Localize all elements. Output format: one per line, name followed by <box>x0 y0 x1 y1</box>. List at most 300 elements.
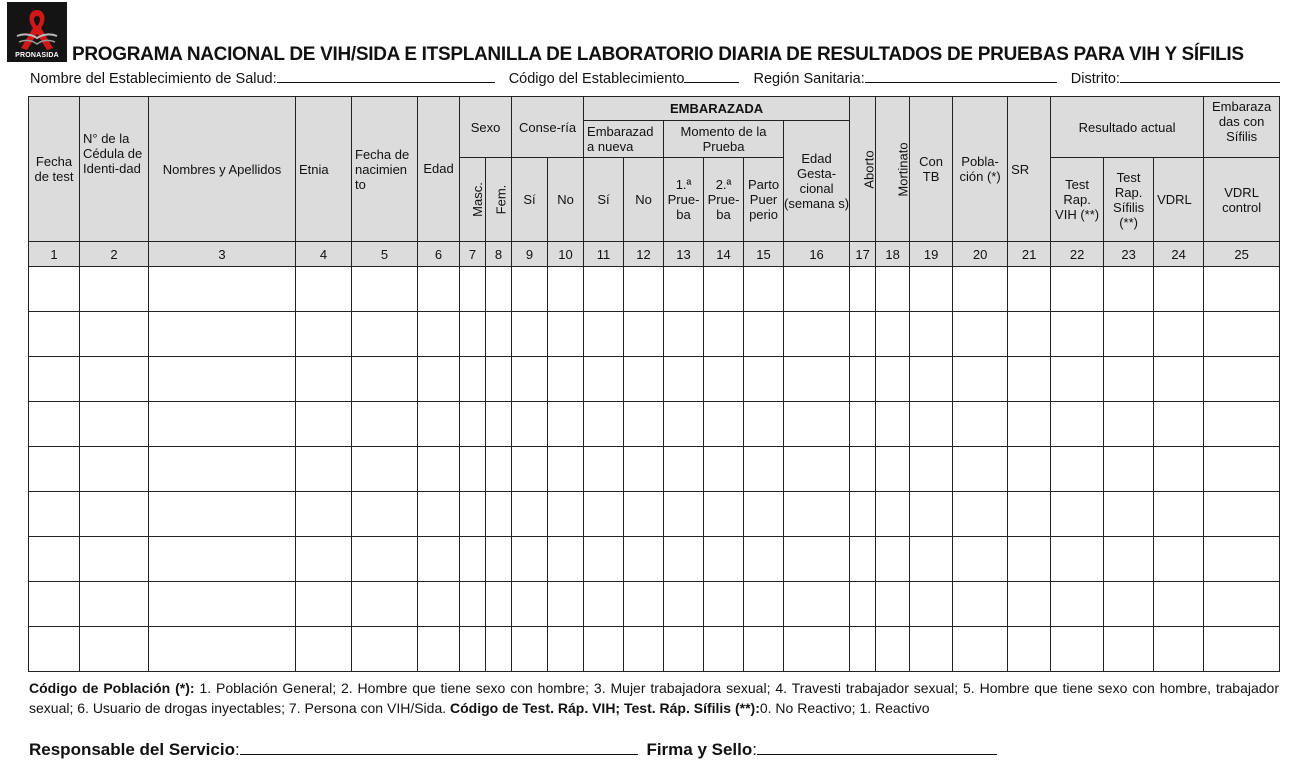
header-masc <box>460 158 486 242</box>
column-number: 11 <box>584 242 624 267</box>
table-cell[interactable] <box>1051 447 1104 492</box>
table-cell[interactable] <box>784 447 850 492</box>
table-row <box>29 537 1280 582</box>
table-cell[interactable] <box>910 357 953 402</box>
table-cell[interactable] <box>460 267 486 312</box>
table-cell[interactable] <box>1104 267 1154 312</box>
table-cell[interactable] <box>149 312 296 357</box>
header-consejeria-si: Sí <box>512 158 548 242</box>
table-cell[interactable] <box>1051 492 1104 537</box>
table-cell[interactable] <box>624 447 664 492</box>
table-cell[interactable] <box>664 627 704 672</box>
table-cell[interactable] <box>1008 267 1051 312</box>
table-cell[interactable] <box>953 582 1008 627</box>
table-cell[interactable] <box>744 627 784 672</box>
table-cell[interactable] <box>1154 357 1204 402</box>
table-cell[interactable] <box>784 492 850 537</box>
table-cell[interactable] <box>704 267 744 312</box>
table-cell[interactable] <box>784 312 850 357</box>
table-cell[interactable] <box>418 312 460 357</box>
table-cell[interactable] <box>584 402 624 447</box>
table-cell[interactable] <box>744 402 784 447</box>
header-prueba-2-num: 2.ª <box>715 177 732 192</box>
table-cell[interactable] <box>80 312 149 357</box>
table-cell[interactable] <box>80 402 149 447</box>
table-cell[interactable] <box>486 312 512 357</box>
table-cell[interactable] <box>486 492 512 537</box>
header-mortinato-text: Mortinato <box>895 141 911 197</box>
table-cell[interactable] <box>953 312 1008 357</box>
table-cell[interactable] <box>460 492 486 537</box>
header-cedula: N° de la Cédula de Identi-dad <box>80 97 149 242</box>
table-cell[interactable] <box>418 357 460 402</box>
table-cell[interactable] <box>512 312 548 357</box>
header-embarazadas-sifilis <box>1204 97 1280 158</box>
footnote-test-text: 0. No Reactivo; 1. Reactivo <box>759 700 930 716</box>
table-cell[interactable] <box>486 582 512 627</box>
column-number: 18 <box>876 242 910 267</box>
table-cell[interactable] <box>1204 492 1280 537</box>
table-cell[interactable] <box>584 537 624 582</box>
table-cell[interactable] <box>784 357 850 402</box>
header-consejeria-no: No <box>548 158 584 242</box>
table-cell[interactable] <box>1051 312 1104 357</box>
header-fem <box>486 158 512 242</box>
table-cell[interactable] <box>296 402 352 447</box>
header-parto-puerperio: Parto Puer perio <box>744 158 784 242</box>
table-cell[interactable] <box>1008 627 1051 672</box>
codigo-field[interactable] <box>684 68 739 83</box>
table-cell[interactable] <box>704 537 744 582</box>
header-aborto <box>850 97 876 242</box>
table-cell[interactable] <box>460 312 486 357</box>
table-cell[interactable] <box>953 357 1008 402</box>
column-number: 6 <box>418 242 460 267</box>
table-cell[interactable] <box>460 357 486 402</box>
footnote-test-label: Código de Test. Ráp. VIH; Test. Ráp. Sífilis (**): <box>450 700 760 716</box>
table-cell[interactable] <box>744 492 784 537</box>
table-cell[interactable] <box>149 582 296 627</box>
table-cell[interactable] <box>418 402 460 447</box>
table-cell[interactable] <box>584 627 624 672</box>
table-cell[interactable] <box>664 267 704 312</box>
table-cell[interactable] <box>486 267 512 312</box>
table-cell[interactable] <box>512 357 548 402</box>
table-cell[interactable] <box>80 267 149 312</box>
table-cell[interactable] <box>1204 402 1280 447</box>
table-cell[interactable] <box>584 267 624 312</box>
table-cell[interactable] <box>149 357 296 402</box>
table-cell[interactable] <box>548 627 584 672</box>
table-cell[interactable] <box>1051 582 1104 627</box>
table-cell[interactable] <box>584 492 624 537</box>
page-title: PROGRAMA NACIONAL DE VIH/SIDA E ITSPLANILLA DE LABORATORIO DIARIA DE RESULTADOS DE PRUEBAS PARA VIH Y SÍFILIS <box>72 44 1244 65</box>
table-cell[interactable] <box>418 582 460 627</box>
table-cell[interactable] <box>624 312 664 357</box>
table-cell[interactable] <box>149 627 296 672</box>
table-cell[interactable] <box>1204 537 1280 582</box>
table-cell[interactable] <box>850 402 876 447</box>
table-cell[interactable] <box>149 267 296 312</box>
table-cell[interactable] <box>29 627 80 672</box>
table-cell[interactable] <box>953 402 1008 447</box>
table-cell[interactable] <box>850 537 876 582</box>
table-cell[interactable] <box>460 627 486 672</box>
table-cell[interactable] <box>512 447 548 492</box>
table-cell[interactable] <box>1154 447 1204 492</box>
table-cell[interactable] <box>876 492 910 537</box>
table-cell[interactable] <box>486 357 512 402</box>
header-embarazada: EMBARAZADA <box>584 97 850 121</box>
table-cell[interactable] <box>910 402 953 447</box>
table-cell[interactable] <box>512 402 548 447</box>
table-cell[interactable] <box>953 537 1008 582</box>
column-number: 8 <box>486 242 512 267</box>
table-cell[interactable] <box>1051 267 1104 312</box>
table-cell[interactable] <box>744 267 784 312</box>
table-row <box>29 492 1280 537</box>
table-cell[interactable] <box>584 582 624 627</box>
table-cell[interactable] <box>296 357 352 402</box>
column-number: 9 <box>512 242 548 267</box>
table-cell[interactable] <box>1051 402 1104 447</box>
table-cell[interactable] <box>704 312 744 357</box>
table-cell[interactable] <box>80 492 149 537</box>
table-cell[interactable] <box>1008 312 1051 357</box>
table-cell[interactable] <box>486 402 512 447</box>
column-number: 17 <box>850 242 876 267</box>
table-row <box>29 627 1280 672</box>
table-cell[interactable] <box>29 402 80 447</box>
table-cell[interactable] <box>1154 492 1204 537</box>
table-cell[interactable] <box>624 402 664 447</box>
footnote <box>29 678 1279 718</box>
table-cell[interactable] <box>664 312 704 357</box>
table-cell[interactable] <box>624 492 664 537</box>
table-cell[interactable] <box>624 582 664 627</box>
table-cell[interactable] <box>486 447 512 492</box>
header-emb-nueva-si: Sí <box>584 158 624 242</box>
table-cell[interactable] <box>1008 402 1051 447</box>
table-row <box>29 447 1280 492</box>
table-cell[interactable] <box>784 582 850 627</box>
table-cell[interactable] <box>624 267 664 312</box>
table-cell[interactable] <box>548 447 584 492</box>
table-cell[interactable] <box>486 537 512 582</box>
table-cell[interactable] <box>1051 537 1104 582</box>
header-prueba-2-label: Prue-ba <box>707 192 740 222</box>
table-cell[interactable] <box>460 447 486 492</box>
table-cell[interactable] <box>876 537 910 582</box>
table-row <box>29 582 1280 627</box>
header-prueba-2 <box>704 158 744 242</box>
table-cell[interactable] <box>352 267 418 312</box>
table-cell[interactable] <box>850 627 876 672</box>
table-cell[interactable] <box>460 402 486 447</box>
header-embarazadas-sifilis-text: Embaraza das con Sífilis <box>1211 99 1272 144</box>
table-cell[interactable] <box>953 447 1008 492</box>
table-cell[interactable] <box>744 447 784 492</box>
table-cell[interactable] <box>664 492 704 537</box>
column-number: 3 <box>149 242 296 267</box>
region-field[interactable] <box>865 68 1057 83</box>
table-cell[interactable] <box>876 312 910 357</box>
table-cell[interactable] <box>850 357 876 402</box>
pronasida-logo <box>7 2 67 62</box>
table-cell[interactable] <box>352 447 418 492</box>
table-cell[interactable] <box>352 492 418 537</box>
table-cell[interactable] <box>1154 582 1204 627</box>
table-cell[interactable] <box>1008 447 1051 492</box>
column-number: 1 <box>29 242 80 267</box>
column-number: 24 <box>1154 242 1204 267</box>
header-edad: Edad <box>418 97 460 242</box>
table-cell[interactable] <box>29 267 80 312</box>
table-cell[interactable] <box>1104 537 1154 582</box>
table-cell[interactable] <box>1154 267 1204 312</box>
table-cell[interactable] <box>1154 627 1204 672</box>
table-cell[interactable] <box>876 402 910 447</box>
table-cell[interactable] <box>1051 627 1104 672</box>
table-cell[interactable] <box>953 492 1008 537</box>
table-cell[interactable] <box>664 582 704 627</box>
table-cell[interactable] <box>352 627 418 672</box>
header-con-tb: Con TB <box>910 97 953 242</box>
table-cell[interactable] <box>1154 312 1204 357</box>
table-cell[interactable] <box>352 537 418 582</box>
table-cell[interactable] <box>910 537 953 582</box>
table-cell[interactable] <box>296 627 352 672</box>
table-cell[interactable] <box>1008 492 1051 537</box>
column-number: 4 <box>296 242 352 267</box>
table-cell[interactable] <box>584 447 624 492</box>
table-cell[interactable] <box>704 627 744 672</box>
table-cell[interactable] <box>953 627 1008 672</box>
column-number: 12 <box>624 242 664 267</box>
table-cell[interactable] <box>1104 627 1154 672</box>
table-cell[interactable] <box>744 537 784 582</box>
table-cell[interactable] <box>352 402 418 447</box>
table-cell[interactable] <box>1154 402 1204 447</box>
table-cell[interactable] <box>80 627 149 672</box>
header-emb-nueva-no: No <box>624 158 664 242</box>
table-cell[interactable] <box>1104 492 1154 537</box>
column-number: 10 <box>548 242 584 267</box>
table-cell[interactable] <box>910 447 953 492</box>
table-row <box>29 357 1280 402</box>
table-cell[interactable] <box>704 582 744 627</box>
table-cell[interactable] <box>704 492 744 537</box>
establecimiento-field[interactable] <box>277 68 495 83</box>
table-cell[interactable] <box>460 582 486 627</box>
table-cell[interactable] <box>1008 537 1051 582</box>
header-embarazada-nueva: Embarazad a nueva <box>584 121 664 158</box>
table-cell[interactable] <box>910 312 953 357</box>
distrito-label: Distrito: <box>1070 71 1120 87</box>
table-cell[interactable] <box>584 312 624 357</box>
header-prueba-1-label: Prue-ba <box>667 192 700 222</box>
table-cell[interactable] <box>850 492 876 537</box>
table-cell[interactable] <box>460 537 486 582</box>
table-cell[interactable] <box>910 582 953 627</box>
table-cell[interactable] <box>352 312 418 357</box>
column-number: 14 <box>704 242 744 267</box>
table-cell[interactable] <box>80 447 149 492</box>
table-cell[interactable] <box>1104 402 1154 447</box>
table-cell[interactable] <box>850 312 876 357</box>
header-fecha-test: Fecha de test <box>29 97 80 242</box>
table-cell[interactable] <box>784 627 850 672</box>
table-cell[interactable] <box>418 627 460 672</box>
column-number: 21 <box>1008 242 1051 267</box>
table-cell[interactable] <box>29 582 80 627</box>
table-cell[interactable] <box>664 447 704 492</box>
table-row <box>29 267 1280 312</box>
header-momento-prueba: Momento de la Prueba <box>664 121 784 158</box>
table-cell[interactable] <box>548 537 584 582</box>
table-cell[interactable] <box>486 627 512 672</box>
table-cell[interactable] <box>664 357 704 402</box>
table-cell[interactable] <box>1204 582 1280 627</box>
table-cell[interactable] <box>876 582 910 627</box>
firma-field[interactable] <box>757 738 997 755</box>
table-cell[interactable] <box>149 402 296 447</box>
table-cell[interactable] <box>784 537 850 582</box>
table-cell[interactable] <box>29 537 80 582</box>
table-cell[interactable] <box>548 402 584 447</box>
table-cell[interactable] <box>910 267 953 312</box>
table-cell[interactable] <box>512 582 548 627</box>
table-cell[interactable] <box>548 357 584 402</box>
table-cell[interactable] <box>664 537 704 582</box>
table-cell[interactable] <box>1204 357 1280 402</box>
table-cell[interactable] <box>296 447 352 492</box>
table-cell[interactable] <box>418 447 460 492</box>
header-mortinato <box>876 97 910 242</box>
table-cell[interactable] <box>149 537 296 582</box>
table-cell[interactable] <box>29 447 80 492</box>
table-cell[interactable] <box>624 627 664 672</box>
table-cell[interactable] <box>910 492 953 537</box>
table-cell[interactable] <box>850 582 876 627</box>
header-sr: SR <box>1008 97 1051 242</box>
codigo-label: Código del Establecimiento <box>508 71 685 87</box>
distrito-field[interactable] <box>1120 68 1280 83</box>
table-cell[interactable] <box>296 312 352 357</box>
table-cell[interactable] <box>548 267 584 312</box>
header-masc-text: Masc. <box>469 182 485 217</box>
table-cell[interactable] <box>850 267 876 312</box>
table-cell[interactable] <box>149 492 296 537</box>
table-cell[interactable] <box>512 537 548 582</box>
column-number: 15 <box>744 242 784 267</box>
table-cell[interactable] <box>1104 357 1154 402</box>
table-cell[interactable] <box>548 492 584 537</box>
table-cell[interactable] <box>624 357 664 402</box>
table-cell[interactable] <box>850 447 876 492</box>
lab-results-table <box>28 96 1280 672</box>
column-number: 2 <box>80 242 149 267</box>
table-cell[interactable] <box>80 537 149 582</box>
header-prueba-1 <box>664 158 704 242</box>
table-cell[interactable] <box>1104 582 1154 627</box>
table-cell[interactable] <box>876 357 910 402</box>
table-cell[interactable] <box>512 627 548 672</box>
table-cell[interactable] <box>1104 312 1154 357</box>
table-cell[interactable] <box>548 582 584 627</box>
table-cell[interactable] <box>876 267 910 312</box>
column-number: 19 <box>910 242 953 267</box>
table-cell[interactable] <box>1204 267 1280 312</box>
table-cell[interactable] <box>704 447 744 492</box>
table-cell[interactable] <box>29 312 80 357</box>
table-cell[interactable] <box>784 402 850 447</box>
table-cell[interactable] <box>624 537 664 582</box>
region-label: Región Sanitaria: <box>753 71 865 87</box>
table-cell[interactable] <box>910 627 953 672</box>
column-number: 25 <box>1204 242 1280 267</box>
table-cell[interactable] <box>29 357 80 402</box>
header-fecha-nacimiento: Fecha de nacimien to <box>352 97 418 242</box>
table-cell[interactable] <box>744 582 784 627</box>
table-cell[interactable] <box>80 357 149 402</box>
table-cell[interactable] <box>296 267 352 312</box>
table-cell[interactable] <box>876 447 910 492</box>
table-cell[interactable] <box>296 537 352 582</box>
header-etnia: Etnia <box>296 97 352 242</box>
table-cell[interactable] <box>704 357 744 402</box>
responsable-label: Responsable del Servicio <box>29 740 235 759</box>
table-row <box>29 402 1280 447</box>
table-cell[interactable] <box>1104 447 1154 492</box>
table-cell[interactable] <box>744 357 784 402</box>
table-cell[interactable] <box>744 312 784 357</box>
table-cell[interactable] <box>953 267 1008 312</box>
table-cell[interactable] <box>704 402 744 447</box>
table-cell[interactable] <box>1008 582 1051 627</box>
table-cell[interactable] <box>418 267 460 312</box>
firma-label: Firma y Sello <box>646 740 753 759</box>
table-cell[interactable] <box>418 537 460 582</box>
table-cell[interactable] <box>352 582 418 627</box>
logo-text: PRONASIDA <box>15 52 59 59</box>
table-cell[interactable] <box>1204 312 1280 357</box>
table-cell[interactable] <box>584 357 624 402</box>
table-cell[interactable] <box>1051 357 1104 402</box>
table-cell[interactable] <box>352 357 418 402</box>
responsable-field[interactable] <box>240 738 638 755</box>
table-cell[interactable] <box>1154 537 1204 582</box>
table-cell[interactable] <box>1204 627 1280 672</box>
table-cell[interactable] <box>548 312 584 357</box>
table-cell[interactable] <box>149 447 296 492</box>
table-cell[interactable] <box>1008 357 1051 402</box>
table-cell[interactable] <box>876 627 910 672</box>
column-number: 13 <box>664 242 704 267</box>
column-number: 16 <box>784 242 850 267</box>
table-cell[interactable] <box>296 492 352 537</box>
table-cell[interactable] <box>296 582 352 627</box>
table-cell[interactable] <box>80 582 149 627</box>
table-cell[interactable] <box>664 402 704 447</box>
table-cell[interactable] <box>29 492 80 537</box>
table-cell[interactable] <box>512 492 548 537</box>
table-cell[interactable] <box>418 492 460 537</box>
table-cell[interactable] <box>784 267 850 312</box>
establecimiento-label: Nombre del Establecimiento de Salud: <box>30 71 277 87</box>
table-cell[interactable] <box>1204 447 1280 492</box>
table-cell[interactable] <box>512 267 548 312</box>
